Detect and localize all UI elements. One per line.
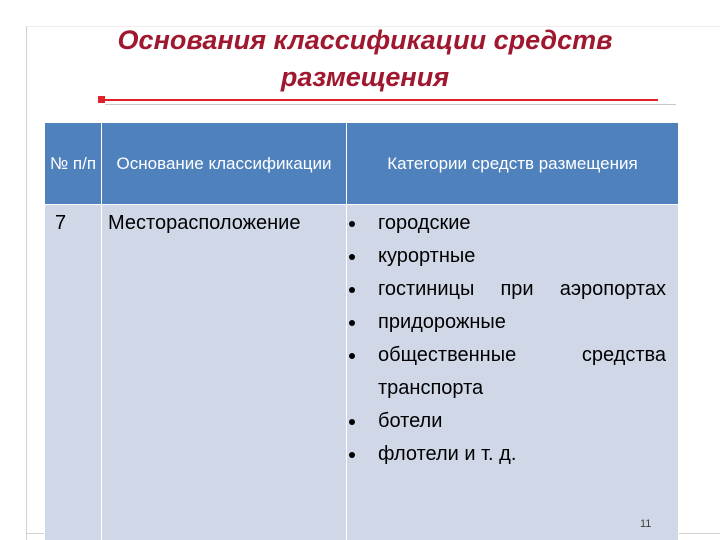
page-number: 11 xyxy=(640,518,652,530)
title-rule-red xyxy=(103,99,658,101)
bullet-icon xyxy=(349,221,355,227)
row-categories-cell xyxy=(347,205,679,540)
list-item: городские xyxy=(347,207,666,240)
bullet-icon xyxy=(349,452,355,458)
list-item: флотели и т. д. xyxy=(347,438,666,471)
categories-list xyxy=(347,207,666,471)
list-item: общественные средства транспорта xyxy=(347,339,666,405)
header-number: № п/п xyxy=(45,123,102,205)
slide-title xyxy=(60,22,670,96)
classification-table xyxy=(44,122,679,540)
row-basis-cell: Месторасположение xyxy=(102,205,347,540)
header-categories: Категории средств размещения xyxy=(347,123,679,205)
bullet-icon xyxy=(349,320,355,326)
table-row xyxy=(45,205,679,540)
header-basis: Основание классификации xyxy=(102,123,347,205)
title-rule-grey xyxy=(105,104,676,105)
row-number-cell: 7 xyxy=(45,205,102,540)
table-header-row xyxy=(45,123,679,205)
bullet-icon xyxy=(349,287,355,293)
list-item: гостиницы при аэропортах xyxy=(347,273,666,306)
bullet-icon xyxy=(349,353,355,359)
list-item: курортные xyxy=(347,240,666,273)
title-line-1: Основания классификации средств xyxy=(117,25,613,55)
title-line-2: размещения xyxy=(280,62,450,92)
list-item: ботели xyxy=(347,405,666,438)
list-item: придорожные xyxy=(347,306,666,339)
bullet-icon xyxy=(349,254,355,260)
bullet-icon xyxy=(349,419,355,425)
frame-left-line xyxy=(26,26,27,540)
